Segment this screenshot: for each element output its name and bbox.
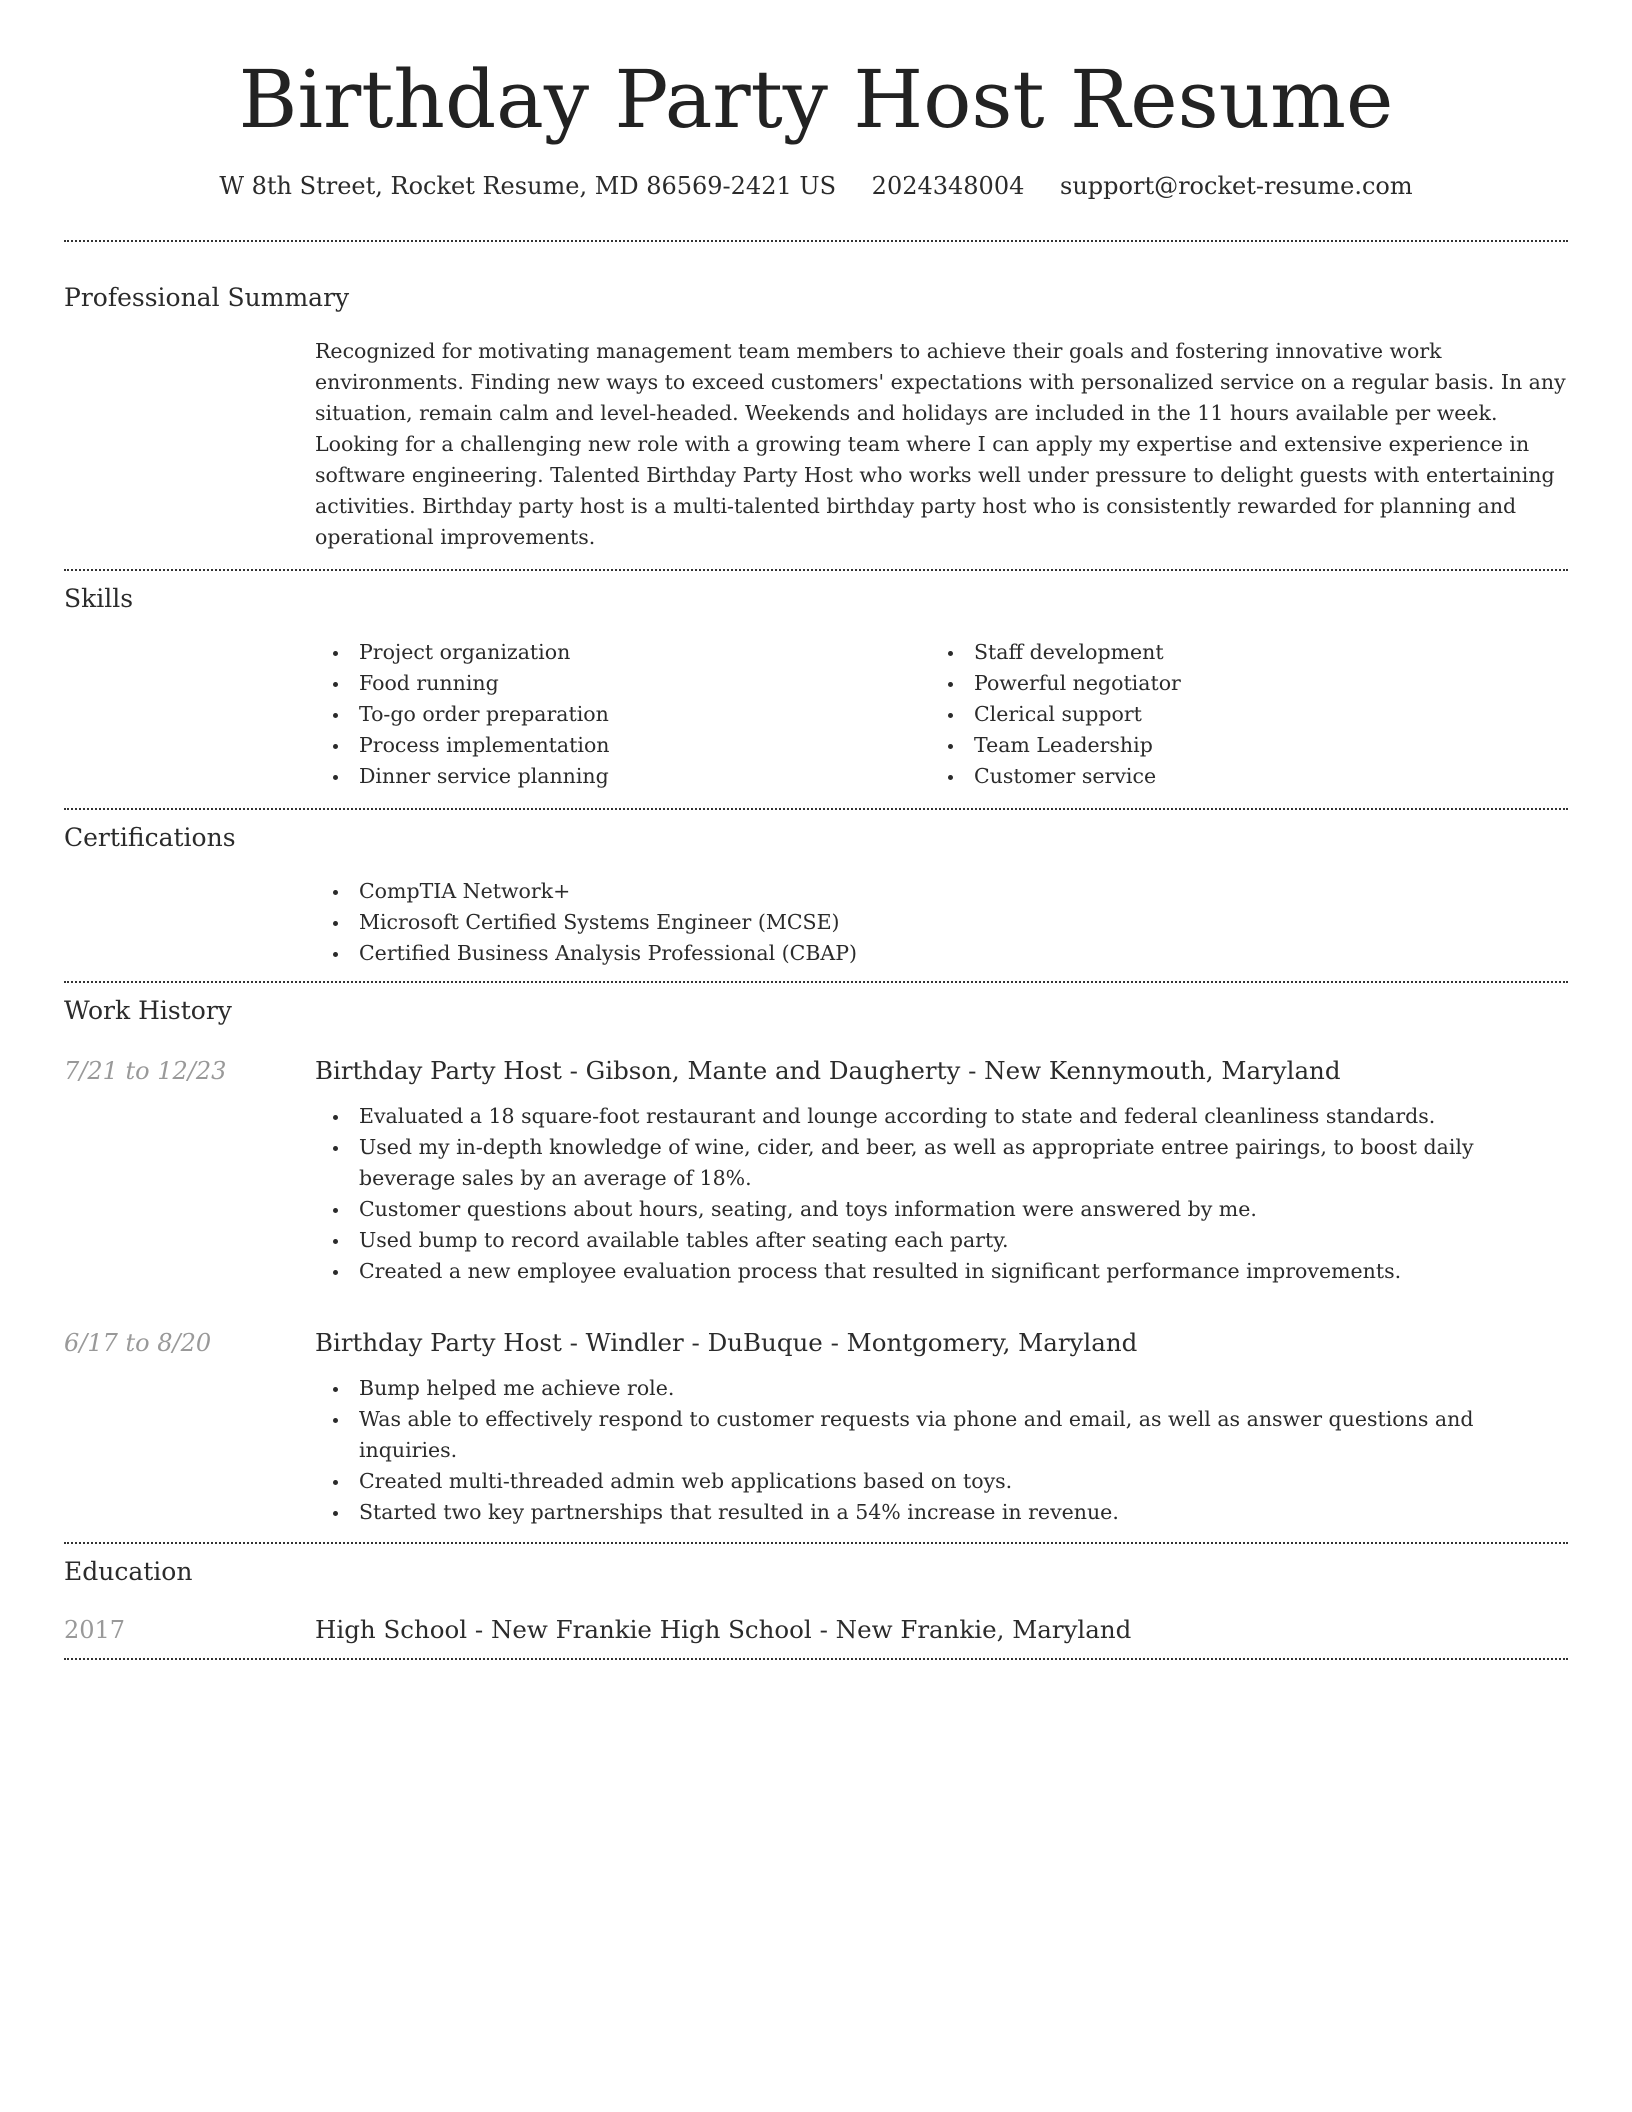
skill-item: Clerical support [930, 699, 1545, 730]
education-entry [64, 1614, 1568, 1658]
certification-item: Certified Business Analysis Professional (CBAP) [315, 938, 1568, 969]
job-bullet: Used my in-depth knowledge of wine, cider, and beer, as well as appropriate entree pairings, to boost daily beverage sales by an average of 18%. [315, 1132, 1568, 1194]
skill-item: Project organization [315, 637, 930, 668]
job-heading [315, 1055, 1568, 1087]
summary-text: Recognized for motivating management team members to achieve their goals and fostering innovative work environments. Finding new ways to exceed customers' expectations with personalized service on a regular basis. In any situation, remain calm and level-headed. Weekends and holidays are included in the 11 hours available per week. Looking for a challenging new role with a growing team where I can apply my expertise and extensive experience in software engineering. Talented Birthday Party Host who works well under pressure to delight guests with entertaining activities. Birthday party host is a multi-talented birthday party host who is consistently rewarded for planning and operational improvements. [315, 339, 1566, 549]
resume-page [64, 0, 1568, 1660]
job-dates: 7/21 to 12/23 [64, 1057, 227, 1085]
job-role: Birthday Party Host [315, 1056, 562, 1085]
resume-header [64, 0, 1568, 202]
job-location: Montgomery, Maryland [846, 1328, 1138, 1357]
education-location: New Frankie, Maryland [835, 1615, 1132, 1644]
summary-section [64, 242, 1568, 569]
certifications-list [315, 876, 1568, 981]
section-title-certifications: Certifications [64, 823, 236, 852]
job-bullet: Used bump to record available tables after seating each party. [315, 1225, 1568, 1256]
skill-item: To-go order preparation [315, 699, 930, 730]
job-heading [315, 1327, 1568, 1359]
skills-list-left [315, 637, 930, 792]
job-bullet: Created multi-threaded admin web applications based on toys. [315, 1466, 1568, 1497]
job-role: Birthday Party Host [315, 1328, 562, 1357]
skills-list-right [930, 637, 1545, 792]
separator: - [811, 1615, 836, 1644]
job-company: Gibson, Mante and Daugherty [585, 1056, 961, 1085]
education-section [64, 1544, 1568, 1658]
section-title-education: Education [64, 1557, 193, 1586]
job-entry [64, 1327, 1568, 1528]
certification-item: Microsoft Certified Systems Engineer (MCSE) [315, 907, 1568, 938]
job-bullet: Created a new employee evaluation process that resulted in significant performance improvements. [315, 1256, 1568, 1287]
skills-section [64, 571, 1568, 808]
education-school: New Frankie High School [490, 1615, 812, 1644]
contact-info [64, 170, 1568, 202]
skill-item: Customer service [930, 761, 1545, 792]
job-company: Windler - DuBuque [585, 1328, 823, 1357]
job-entry [64, 1055, 1568, 1287]
contact-phone: 2024348004 [871, 172, 1025, 200]
divider [64, 1658, 1568, 1660]
education-degree: High School [315, 1615, 468, 1644]
job-bullet: Evaluated a 18 square-foot restaurant and lounge according to state and federal cleanliness standards. [315, 1101, 1568, 1132]
section-title-skills: Skills [64, 584, 134, 613]
skill-item: Dinner service planning [315, 761, 930, 792]
skill-item: Staff development [930, 637, 1545, 668]
skill-item: Process implementation [315, 730, 930, 761]
skills-columns [315, 637, 1568, 808]
separator: - [561, 1056, 586, 1085]
work-history-section [64, 983, 1568, 1542]
skill-item: Team Leadership [930, 730, 1545, 761]
job-bullet: Started two key partnerships that resulted in a 54% increase in revenue. [315, 1497, 1568, 1528]
resume-title: Birthday Party Host Resume [238, 53, 1394, 146]
job-bullets [315, 1373, 1568, 1528]
job-bullets [315, 1101, 1568, 1287]
skill-item: Food running [315, 668, 930, 699]
job-dates: 6/17 to 8/20 [64, 1329, 212, 1357]
job-bullet: Customer questions about hours, seating, and toys information were answered by me. [315, 1194, 1568, 1225]
contact-email: support@rocket-resume.com [1060, 172, 1413, 200]
separator: - [561, 1328, 586, 1357]
section-title-summary: Professional Summary [64, 283, 350, 312]
job-bullet: Was able to effectively respond to customer requests via phone and email, as well as answer questions and inquiries. [315, 1404, 1568, 1466]
section-title-work: Work History [64, 996, 232, 1025]
job-bullet: Bump helped me achieve role. [315, 1373, 1568, 1404]
contact-address: W 8th Street, Rocket Resume, MD 86569-2421 US [219, 172, 837, 200]
certifications-section [64, 810, 1568, 981]
education-year: 2017 [64, 1616, 126, 1644]
job-location: New Kennymouth, Maryland [984, 1056, 1341, 1085]
skill-item: Powerful negotiator [930, 668, 1545, 699]
separator: - [822, 1328, 847, 1357]
separator: - [960, 1056, 985, 1085]
education-heading [315, 1614, 1568, 1646]
separator: - [467, 1615, 491, 1644]
certification-item: CompTIA Network+ [315, 876, 1568, 907]
